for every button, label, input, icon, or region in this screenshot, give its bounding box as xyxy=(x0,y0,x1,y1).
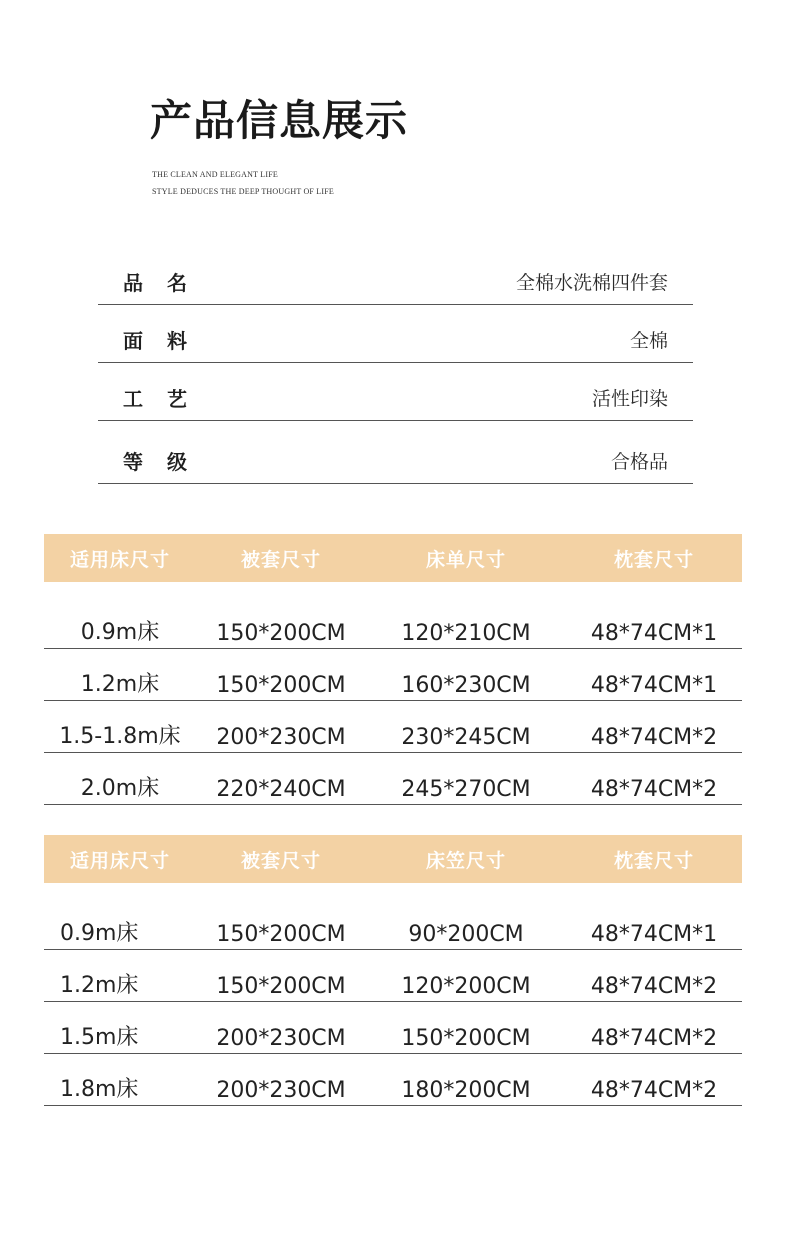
table-cell: 200*230CM xyxy=(216,1026,346,1051)
table-row xyxy=(44,753,742,805)
table-cell: 150*200CM xyxy=(216,974,346,999)
info-label: 品名 xyxy=(123,271,211,295)
table-header-cell: 枕套尺寸 xyxy=(613,548,694,571)
table-row xyxy=(44,905,742,950)
table-cell: 150*200CM xyxy=(216,922,346,947)
table-cell: 245*270CM xyxy=(401,777,531,802)
table-cell: 200*230CM xyxy=(216,725,346,750)
info-label: 面料 xyxy=(123,329,211,353)
table-cell: 120*210CM xyxy=(401,621,531,646)
table-header-cell: 适用床尺寸 xyxy=(69,548,170,571)
info-value: 全棉 xyxy=(629,330,668,352)
table-cell: 200*230CM xyxy=(216,1078,346,1103)
table-header-cell: 枕套尺寸 xyxy=(613,849,694,872)
table-cell: 48*74CM*1 xyxy=(590,621,718,646)
info-value: 全棉水洗棉四件套 xyxy=(515,272,668,294)
table-cell: 220*240CM xyxy=(216,777,346,802)
table-header xyxy=(44,835,742,883)
table-row xyxy=(44,649,742,701)
table-row xyxy=(44,1054,742,1106)
table-header-cell: 适用床尺寸 xyxy=(69,849,170,872)
size-table-1 xyxy=(44,534,742,805)
table-row xyxy=(44,1002,742,1054)
table-cell: 1.2m床 xyxy=(60,973,139,998)
table-cell: 1.5-1.8m床 xyxy=(59,724,181,749)
table-cell: 1.2m床 xyxy=(80,672,160,697)
subtitle-line-2: STYLE DEDUCES THE DEEP THOUGHT OF LIFE xyxy=(152,187,334,196)
info-row-name xyxy=(98,258,693,305)
table-cell: 150*200CM xyxy=(216,621,346,646)
table-row xyxy=(44,950,742,1002)
table-cell: 0.9m床 xyxy=(80,620,160,645)
table-cell: 1.5m床 xyxy=(60,1025,139,1050)
info-label: 工艺 xyxy=(123,387,211,411)
table-cell: 2.0m床 xyxy=(80,776,160,801)
table-cell: 1.8m床 xyxy=(60,1077,139,1102)
table-cell: 48*74CM*2 xyxy=(590,974,718,999)
table-cell: 150*200CM xyxy=(401,1026,531,1051)
table-row xyxy=(44,604,742,649)
page-title: 产品信息展示 xyxy=(150,96,409,145)
table-header-cell: 床笠尺寸 xyxy=(425,849,506,872)
info-value: 合格品 xyxy=(610,451,668,473)
table-cell: 48*74CM*2 xyxy=(590,777,718,802)
table-header-cell: 床单尺寸 xyxy=(425,548,506,571)
table-header-cell: 被套尺寸 xyxy=(240,849,321,872)
table-cell: 0.9m床 xyxy=(60,921,139,946)
subtitle-line-1: THE CLEAN AND ELEGANT LIFE xyxy=(152,170,278,179)
info-row-fabric xyxy=(98,305,693,363)
table-cell: 120*200CM xyxy=(401,974,531,999)
table-cell: 48*74CM*2 xyxy=(590,1026,718,1051)
table-header-cell: 被套尺寸 xyxy=(240,548,321,571)
table-row xyxy=(44,701,742,753)
table-cell: 48*74CM*1 xyxy=(590,673,718,698)
table-cell: 180*200CM xyxy=(401,1078,531,1103)
table-cell: 48*74CM*2 xyxy=(590,1078,718,1103)
table-cell: 48*74CM*1 xyxy=(590,922,718,947)
product-info-list xyxy=(98,258,693,484)
size-table-2 xyxy=(44,835,742,1106)
info-value: 活性印染 xyxy=(591,388,668,410)
info-row-grade xyxy=(98,421,693,484)
table-header xyxy=(44,534,742,582)
table-cell: 230*245CM xyxy=(401,725,531,750)
info-row-craft xyxy=(98,363,693,421)
table-cell: 48*74CM*2 xyxy=(590,725,718,750)
table-body xyxy=(44,604,742,805)
info-label: 等级 xyxy=(123,450,211,474)
table-cell: 90*200CM xyxy=(408,922,524,947)
table-cell: 160*230CM xyxy=(401,673,531,698)
table-body xyxy=(44,905,742,1106)
table-cell: 150*200CM xyxy=(216,673,346,698)
